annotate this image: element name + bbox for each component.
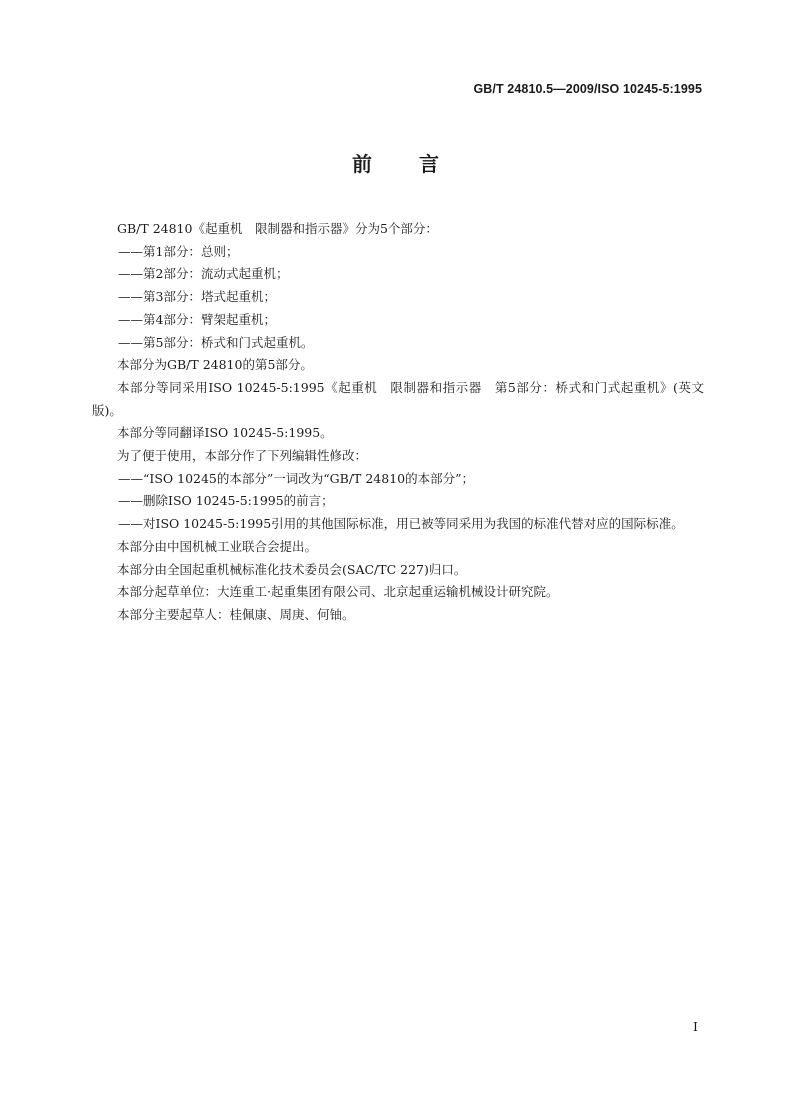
part-list-item: ——第5部分：桥式和门式起重机。: [118, 334, 314, 350]
foreword-body: [92, 218, 704, 627]
proposed-by-paragraph: 本部分由中国机械工业联合会提出。: [117, 538, 318, 554]
edit-list-item: ——对ISO 10245-5:1995引用的其他国际标准，用已被等同采用为我国的标准代替对应的国际标准。: [118, 516, 684, 532]
standard-code: GB/T 24810.5—2009/ISO 10245-5:1995: [473, 82, 702, 96]
drafters-paragraph: 本部分主要起草人：桂佩康、周庚、何铀。: [117, 606, 355, 622]
page-title: [0, 148, 792, 177]
part-list-item: ——第2部分：流动式起重机；: [118, 266, 289, 282]
part-list-item: ——第1部分：总则；: [118, 243, 239, 259]
this-part-paragraph: 本部分为GB/T 24810的第5部分。: [117, 357, 313, 373]
drafting-units-paragraph: 本部分起草单位：大连重工·起重集团有限公司、北京起重运输机械设计研究院。: [117, 584, 559, 600]
centralized-by-paragraph: 本部分由全国起重机械标准化技术委员会(SAC/TC 227)归口。: [117, 561, 467, 577]
title-char-1: 前: [352, 152, 373, 176]
intro-paragraph: GB/T 24810《起重机 限制器和指示器》分为5个部分：: [117, 221, 438, 236]
adoption-paragraph: 本部分等同采用ISO 10245-5:1995《起重机 限制器和指示器 第5部分：桥式和门式起重机》(英文版)。: [92, 379, 704, 418]
page-number: I: [693, 1019, 698, 1034]
translation-paragraph: 本部分等同翻译ISO 10245-5:1995。: [117, 425, 333, 441]
part-list-item: ——第3部分：塔式起重机；: [118, 289, 276, 305]
edit-list-item: ——删除ISO 10245-5:1995的前言；: [118, 493, 334, 509]
part-list-item: ——第4部分：臂架起重机；: [118, 311, 276, 327]
title-char-2: 言: [419, 152, 440, 176]
edits-intro-paragraph: 为了便于使用，本部分作了下列编辑性修改：: [117, 448, 368, 464]
edit-list-item: ——“ISO 10245的本部分”一词改为“GB/T 24810的本部分”；: [118, 470, 475, 486]
